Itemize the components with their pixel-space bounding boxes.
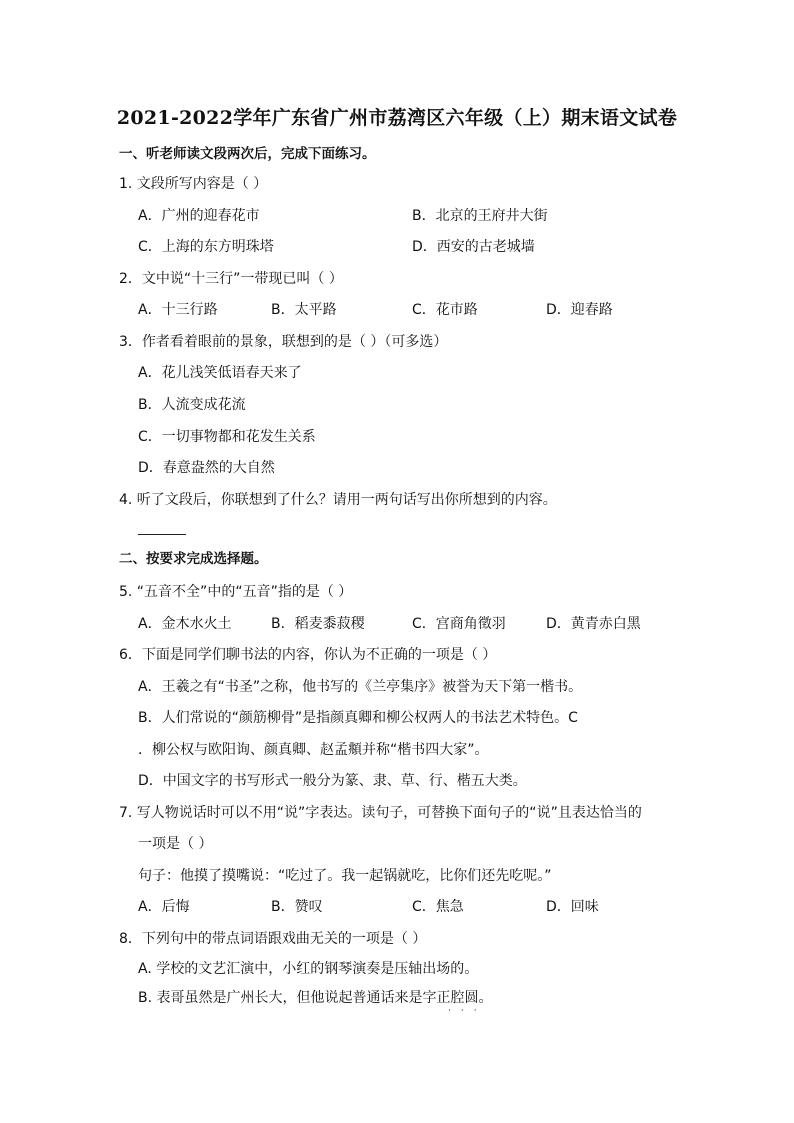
question-7-sentence: 句子：他摸了摸嘴说：“吃过了。我一起锅就吃，比你们还先吃呢。”: [138, 868, 552, 884]
question-8-option-a: A. 学校的文艺汇演中，小红的钢琴演奏是压轴出场的。: [138, 961, 479, 977]
question-4-stem: 4. 听了文段后，你联想到了什么？请用一两句话写出你所想到的内容。: [119, 492, 557, 508]
question-5-stem: 5. “五音不全”中的“五音”指的是（ ）: [119, 584, 353, 600]
section-heading-2: 二、按要求完成选择题。: [119, 551, 268, 567]
question-7-option-d: D．回味: [546, 899, 599, 915]
question-3-option-b: B．人流变成花流: [138, 397, 246, 413]
question-2-option-b: B．太平路: [271, 302, 337, 318]
question-5-option-d: D．黄青赤白黑: [546, 616, 641, 632]
question-3-stem: 3．作者看着眼前的景象，联想到的是（ ）（可多选）: [119, 334, 448, 350]
question-5-option-c: C．宫商角徵羽: [412, 616, 506, 632]
question-7-option-b: B．赞叹: [271, 899, 323, 915]
question-6-option-a: A．王羲之有“书圣”之称，他书写的《兰亭集序》被誉为天下第一楷书。: [138, 679, 583, 695]
question-8-option-b: B. 表哥虽然是广州长大，但他说起普通话来是字正腔圆。: [138, 990, 493, 1006]
question-3-option-a: A．花儿浅笑低语春天来了: [138, 365, 302, 381]
question-3-option-d: D．春意盎然的大自然: [138, 460, 275, 476]
question-3-option-c: C．一切事物都和花发生关系: [138, 429, 316, 445]
question-1-option-d: D．西安的古老城墙: [412, 239, 535, 255]
question-2-option-d: D．迎春路: [546, 302, 613, 318]
question-2-option-a: A．十三行路: [138, 302, 218, 318]
question-8-stem: 8．下列句中的带点词语跟戏曲无关的一项是（ ）: [119, 931, 427, 947]
question-6-option-b: B．人们常说的“颜筋柳骨”是指颜真卿和柳公权两人的书法艺术特色。C: [138, 710, 578, 726]
question-1-option-b: B．北京的王府井大街: [412, 208, 548, 224]
question-7-stem-line-2: 一项是（ ）: [138, 836, 213, 852]
emphasis-dots: ···: [448, 1006, 487, 1016]
question-5-option-b: B．稻麦黍菽稷: [271, 616, 365, 632]
question-7-option-a: A．后悔: [138, 899, 190, 915]
question-5-option-a: A．金木水火土: [138, 616, 232, 632]
question-7-stem-line-1: 7. 写人物说话时可以不用“说”字表达。读句子，可替换下面句子的“说”且表达恰当的: [119, 805, 642, 821]
exam-title: 2021-2022学年广东省广州市荔湾区六年级（上）期末语文试卷: [116, 107, 678, 129]
question-6-stem: 6．下面是同学们聊书法的内容，你认为不正确的一项是（ ）: [119, 647, 497, 663]
question-6-option-c: ．柳公权与欧阳询、颜真卿、赵孟頫并称“楷书四大家”。: [138, 742, 489, 758]
section-heading-1: 一、听老师读文段两次后，完成下面练习。: [119, 146, 376, 162]
question-2-stem: 2．文中说“十三行”一带现已叫（ ）: [119, 271, 343, 287]
answer-blank-line: [138, 534, 186, 535]
question-1-stem: 1. 文段所写内容是（ ）: [119, 176, 268, 192]
question-1-option-c: C．上海的东方明珠塔: [138, 239, 274, 255]
question-2-option-c: C．花市路: [412, 302, 478, 318]
question-7-option-c: C．焦急: [412, 899, 464, 915]
question-6-option-d: D．中国文字的书写形式一般分为篆、隶、草、行、楷五大类。: [138, 773, 527, 789]
question-1-option-a: A．广州的迎春花市: [138, 208, 260, 224]
